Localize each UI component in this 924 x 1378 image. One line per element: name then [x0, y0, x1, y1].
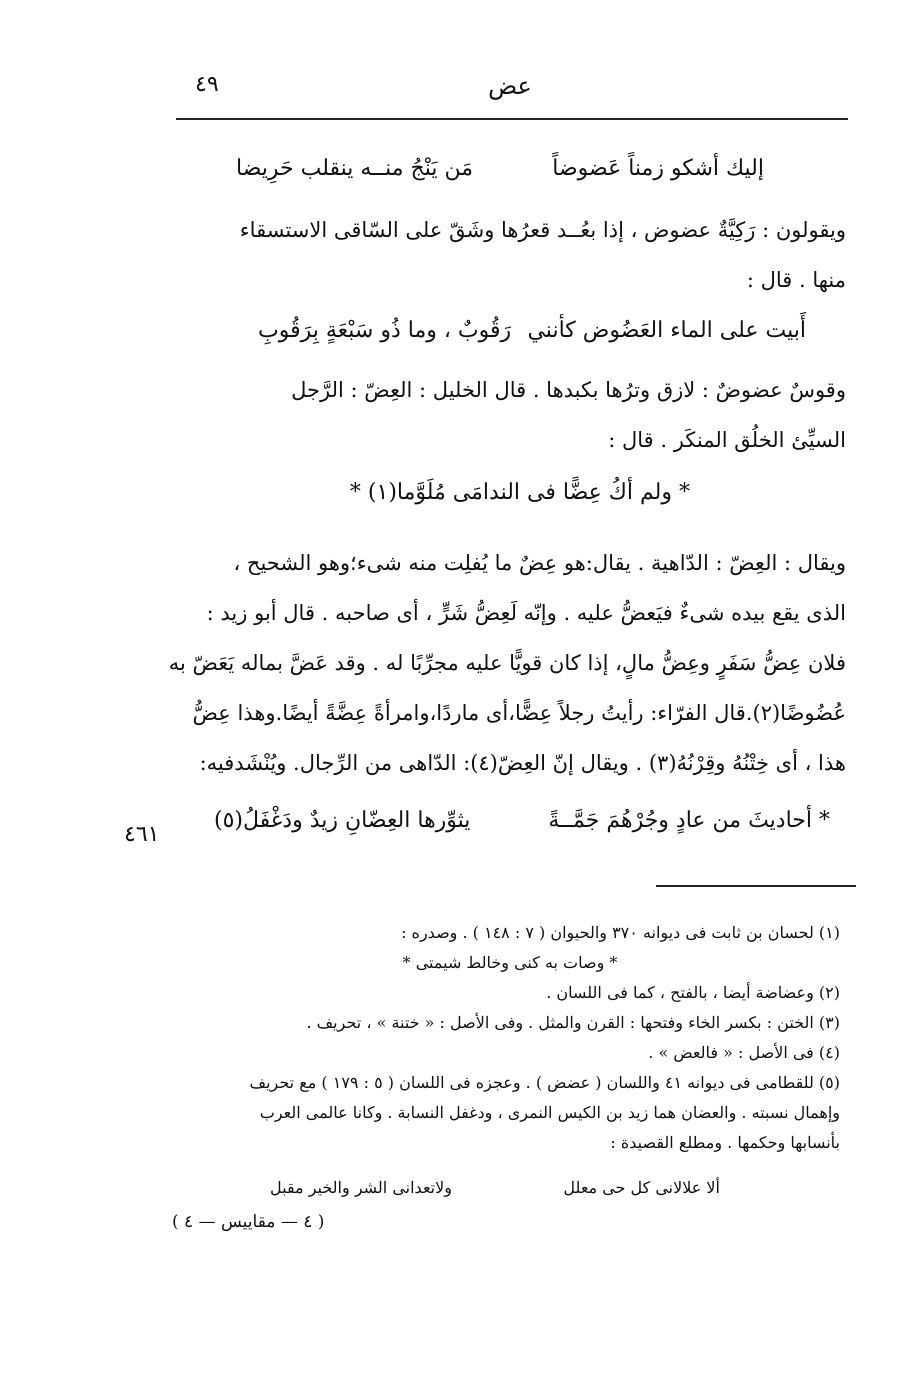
paragraph-line: هذا ، أى خِتْنُهُ وقِرْنُهُ(٣) . ويقال إنّ العِضّ(٤): الدّاهى من الرِّجال. ويُنْشَدفيه:	[199, 751, 846, 775]
verse-3: * ولم أكُ عِضًّا فى الندامَى مُلَوَّما(١) *	[349, 480, 690, 505]
paragraph-line: منها . قال :	[746, 268, 846, 292]
verse-4-first-hemistich: * أحاديثَ من عادٍ وجُرْهُمَ جَمَّــةً	[548, 808, 830, 833]
verse-2-second-hemistich: رَقُوبٌ ، وما ذُو سَبْعَةٍ بِرَقُوبِ	[258, 318, 512, 343]
paragraph-line: وقوسٌ عضوضٌ : لازق وترُها بكبدها . قال الخليل : العِضّ : الرَّجل	[291, 378, 846, 402]
page-number: ٤٩	[195, 72, 219, 97]
verse-1-second-hemistich: مَن يَنْجُ منــه ينقلب حَرِيضا	[236, 156, 473, 181]
verse-1	[236, 156, 764, 190]
footnote-rule	[656, 885, 856, 887]
footnote-line: (٣) الختن : بكسر الخاء وفتحها : القرن والمثل . وفى الأصل : « ختنة » ، تحريف .	[306, 1013, 840, 1032]
paragraph-line: عُضُوضًا(٢).قال الفرّاء: رأيتُ رجلاً عِضًّا،أى ماردًا،وامرأةً عِضَّةً أيضًا.وهذا عِضُّ	[192, 701, 846, 725]
footnote-verse-first-hemistich: ألا علالانى كل حى معلل	[563, 1178, 720, 1197]
running-head: عض	[488, 72, 532, 100]
verse-4-second-hemistich: يثوِّرها العِضّانِ زيدٌ ودَغْفَلُ(٥)	[214, 808, 471, 833]
footnote-line: (٥) للقطامى فى ديوانه ٤١ واللسان ( عضض ) . وعجزه فى اللسان ( ٥ : ١٧٩ ) مع تحريف	[249, 1073, 840, 1092]
footnote-quote: * وصات به كنى وخالط شيمتى *	[402, 953, 618, 972]
paragraph-line: السيِّئ الخلُق المنكَر . قال :	[608, 428, 846, 452]
footnote-line: وإهمال نسبته . والعضان هما زيد بن الكيس النمرى ، ودغفل النسابة . وكانا عالمى العرب	[259, 1103, 840, 1122]
margin-reference: ٤٦١	[124, 822, 160, 847]
paragraph-1	[170, 205, 846, 305]
verse-1-first-hemistich: إليك أشكو زمناً عَضوضاً	[552, 156, 764, 181]
signature-mark: ( ٤ — مقاييس — ٤ )	[172, 1212, 325, 1232]
footnote-verse-second-hemistich: ولاتعدانى الشر والخير مقبل	[270, 1178, 452, 1197]
footnote-line: بأنسابها وحكمها . ومطلع القصيدة :	[610, 1133, 840, 1152]
paragraph-line: ويقال : العِضّ : الدّاهية . يقال:هو عِضٌ ما يُفلِت منه شىء؛وهو الشحيح ،	[233, 551, 846, 575]
paragraph-line: فلان عِضُّ سَفَرٍ وعِضُّ مالٍ، إذا كان قويًّا عليه مجرِّبًا له . وقد عَضَّ بماله يَعَضّ به	[168, 651, 846, 675]
footnote-line: (٢) وعضاضة أيضا ، بالفتح ، كما فى اللسان .	[546, 983, 840, 1002]
footnotes	[180, 918, 840, 1158]
paragraph-line: الذى يقع بيده شىءٌ فيَعضُّ عليه . وإنّه لَعِضُّ شَرٍّ ، أى صاحبه . قال أبو زيد :	[206, 601, 846, 625]
footnote-verse	[270, 1178, 720, 1204]
verse-2-first-hemistich: أَبيت على الماء العَضُوض كأنني	[527, 318, 806, 343]
header-rule	[176, 118, 848, 120]
paragraph-2	[170, 365, 846, 465]
footnote-line: (١) لحسان بن ثابت فى ديوانه ٣٧٠ والحيوان ( ٧ : ١٤٨ ) . وصدره :	[401, 923, 840, 942]
footnote-line: (٤) فى الأصل : « فالعض » .	[648, 1043, 840, 1062]
verse-2	[258, 318, 806, 352]
verse-4	[214, 808, 830, 842]
paragraph-3	[170, 538, 846, 788]
paragraph-line: ويقولون : رَكِيَّةٌ عضوض ، إذا بعُــد قعرُها وشَقّ على السّاقى الاستسقاء	[239, 218, 846, 242]
